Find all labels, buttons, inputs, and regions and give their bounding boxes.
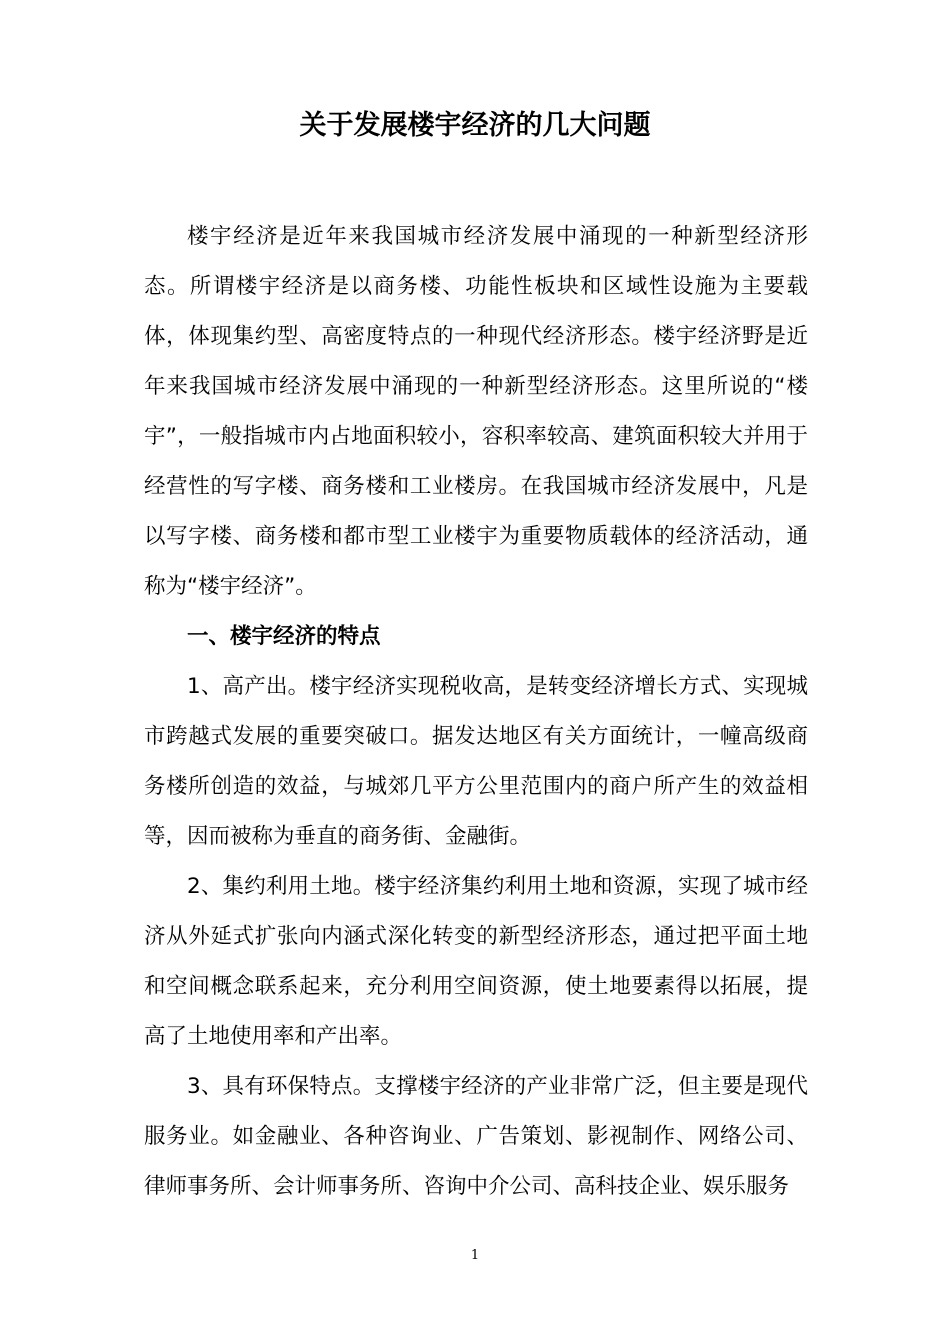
- page-number: 1: [470, 1248, 480, 1263]
- document-title: 关于发展楼宇经济的几大问题: [299, 110, 651, 141]
- document-body: [144, 212, 808, 1212]
- paragraph-intro: 楼宇经济是近年来我国城市经济发展中涌现的一种新型经济形态。所谓楼宇经济是以商务楼、功能性板块和区域性设施为主要载体，体现集约型、高密度特点的一种现代经济形态。楼宇经济野是近年来我国城市经济发展中涌现的一种新型经济形态。这里所说的“楼宇”，一般指城市内占地面积较小，容积率较高、建筑面积较大并用于经营性的写字楼、商务楼和工业楼房。在我国城市经济发展中，凡是以写字楼、商务楼和都市型工业楼宇为重要物质载体的经济活动，通称为“楼宇经济”。: [144, 224, 808, 599]
- paragraph-point-1: 1、高产出。楼宇经济实现税收高，是转变经济增长方式、实现城市跨越式发展的重要突破口。据发达地区有关方面统计，一幢高级商务楼所创造的效益，与城郊几平方公里范围内的商户所产生的效益相等，因而被称为垂直的商务街、金融街。: [144, 674, 808, 849]
- section-heading: 一、楼宇经济的特点: [187, 624, 381, 649]
- paragraph-point-2: 2、集约利用土地。楼宇经济集约利用土地和资源，实现了城市经济从外延式扩张向内涵式深化转变的新型经济形态，通过把平面土地和空间概念联系起来，充分利用空间资源，使土地要素得以拓展，提高了土地使用率和产出率。: [144, 874, 808, 1049]
- paragraph-point-3: 3、具有环保特点。支撑楼宇经济的产业非常广泛，但主要是现代服务业。如金融业、各种咨询业、广告策划、影视制作、网络公司、律师事务所、会计师事务所、咨询中介公司、高科技企业、娱乐服务: [144, 1074, 808, 1199]
